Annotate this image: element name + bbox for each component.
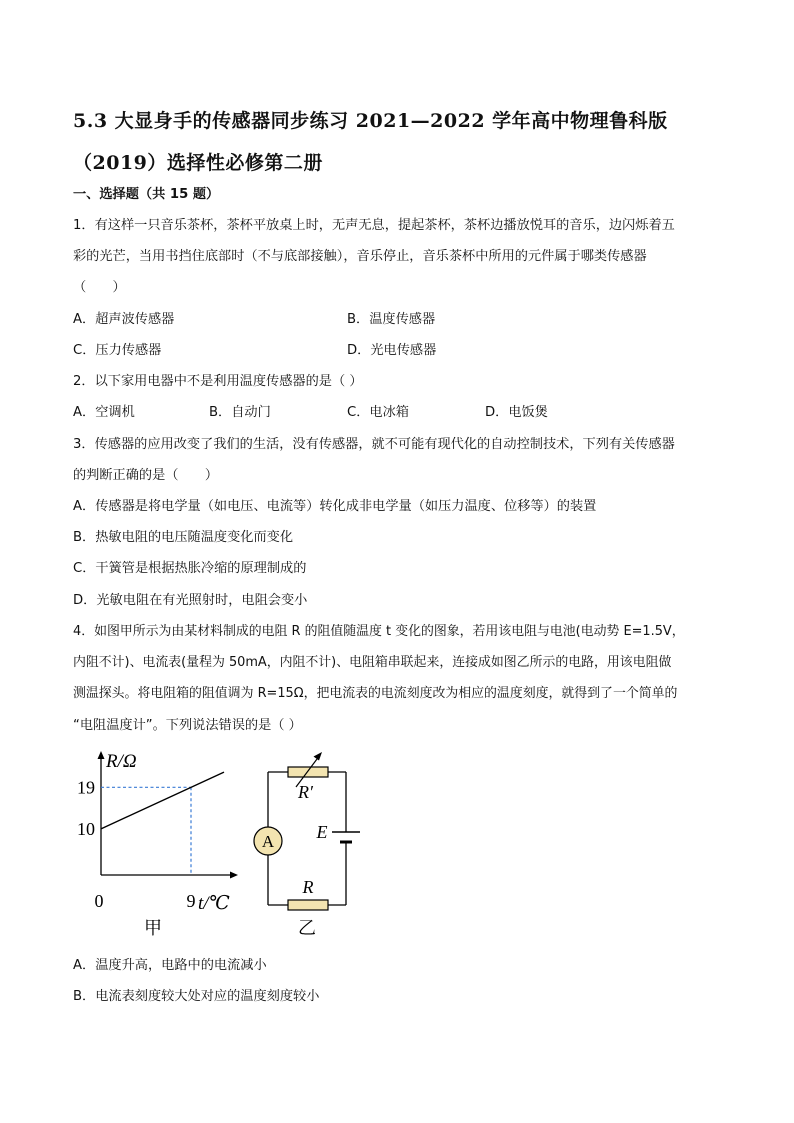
q4-text-line1: 4．如图甲所示为由某材料制成的电阻 R 的阻值随温度 t 变化的图象，若用该电阻与电池(电动势 E=1.5V， xyxy=(73,624,685,639)
r-t-graph xyxy=(66,745,246,945)
battery-label: E xyxy=(316,822,328,842)
section-heading: 一、选择题（共 15 题） xyxy=(73,187,220,202)
q4-text-line4: “电阻温度计”。下列说法错误的是（ ） xyxy=(73,718,302,733)
q1-text-line3: （ ） xyxy=(73,280,126,295)
tick-label-x-0: 0 xyxy=(94,891,104,911)
tick-label-y-19: 19 xyxy=(77,777,95,798)
resistance-line xyxy=(101,772,224,829)
x-axis-label: t/℃ xyxy=(198,893,230,914)
q2-option-b: B．自动门 xyxy=(209,405,271,420)
q1-text-line2: 彩的光芒，当用书挡住底部时（不与底部接触），音乐停止，音乐茶杯中所用的元件属于哪类传感器 xyxy=(73,249,647,264)
q4-text-line2: 内阻不计)、电流表(量程为 50mA，内阻不计)、电阻箱串联起来，连接成如图乙所示的电路，用该电阻做 xyxy=(73,655,672,670)
q3-option-c: C．干簧管是根据热胀冷缩的原理制成的 xyxy=(73,561,307,576)
figure-caption-yi: 乙 xyxy=(298,918,316,938)
doc-title-line2: （2019）选择性必修第二册 xyxy=(73,152,323,174)
doc-title-line1: 5.3 大显身手的传感器同步练习 2021—2022 学年高中物理鲁科版 xyxy=(73,110,668,132)
q1-option-c: C．压力传感器 xyxy=(73,343,162,358)
q4-text-line3: 测温探头。将电阻箱的阻值调为 R=15Ω，把电流表的电流刻度改为相应的温度刻度，就得到了一个简单的 xyxy=(73,686,678,701)
q4-option-b: B．电流表刻度较大处对应的温度刻度较小 xyxy=(73,989,320,1004)
y-axis-label: R/Ω xyxy=(106,751,137,772)
ammeter-label: A xyxy=(261,832,275,851)
q2-option-c: C．电冰箱 xyxy=(347,405,409,420)
q1-option-a: A．超声波传感器 xyxy=(73,312,175,327)
figure-caption-jia: 甲 xyxy=(144,918,162,938)
q3-option-d: D．光敏电阻在有光照射时，电阻会变小 xyxy=(73,593,308,608)
q3-option-b: B．热敏电阻的电压随温度变化而变化 xyxy=(73,530,294,545)
circuit-diagram xyxy=(246,745,376,945)
resistor-label: R xyxy=(302,877,314,897)
resistor xyxy=(288,900,328,910)
q1-option-d: D．光电传感器 xyxy=(347,343,437,358)
rheostat-arrow-head xyxy=(314,752,323,761)
q1-option-b: B．温度传感器 xyxy=(347,312,436,327)
q2-option-d: D．电饭煲 xyxy=(485,405,548,420)
q3-option-a: A．传感器是将电学量（如电压、电流等）转化成非电学量（如压力温度、位移等）的装置 xyxy=(73,499,597,514)
q2-text-line1: 2．以下家用电器中不是利用温度传感器的是（ ） xyxy=(73,374,363,389)
q2-option-a: A．空调机 xyxy=(73,405,135,420)
q4-option-a: A．温度升高，电路中的电流减小 xyxy=(73,958,267,973)
x-axis-arrow xyxy=(230,872,238,879)
q1-text-line1: 1．有这样一只音乐茶杯，茶杯平放桌上时，无声无息，提起茶杯，茶杯边播放悦耳的音乐，边闪烁着五 xyxy=(73,218,675,233)
tick-label-x-9: 9 xyxy=(186,891,196,911)
tick-label-y-10: 10 xyxy=(77,818,95,839)
y-axis-arrow xyxy=(98,751,105,759)
rheostat-label: R′ xyxy=(298,782,313,802)
q3-text-line1: 3．传感器的应用改变了我们的生活，没有传感器，就不可能有现代化的自动控制技术，下列有关传感器 xyxy=(73,437,675,452)
q3-text-line2: 的判断正确的是（ ） xyxy=(73,468,219,483)
